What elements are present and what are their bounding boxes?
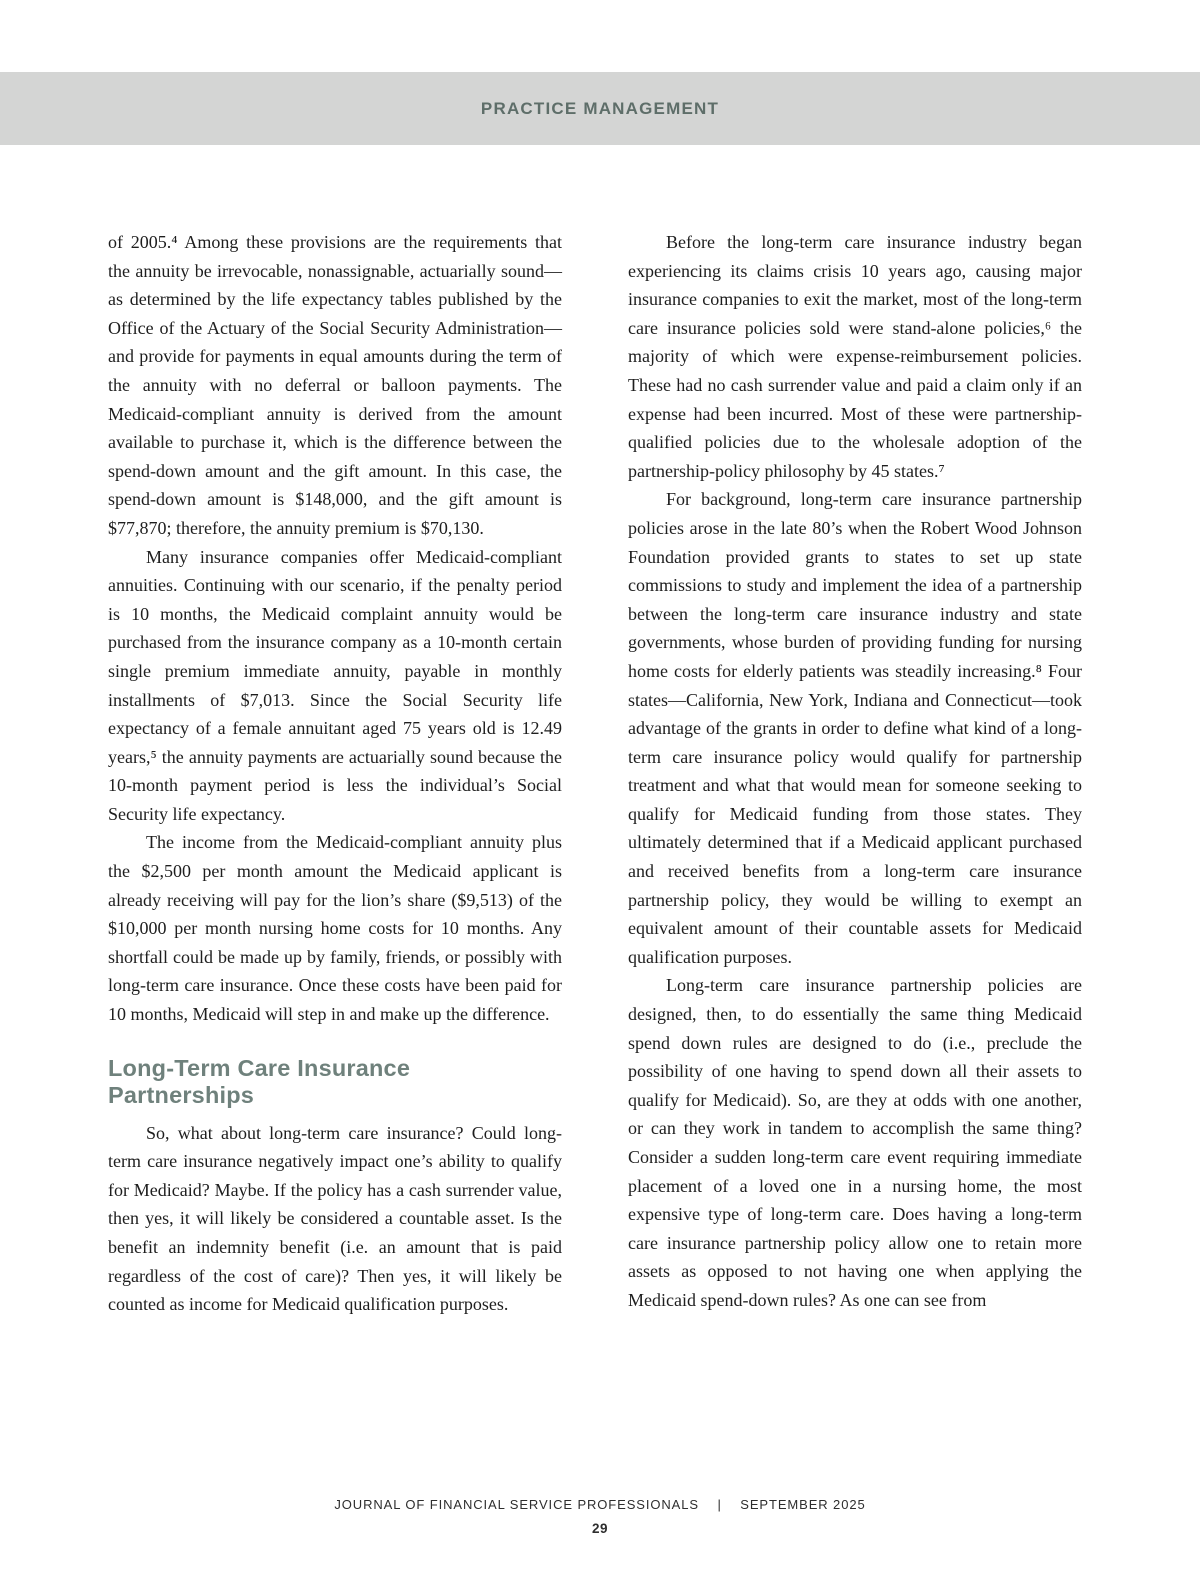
right-column <box>628 228 1082 1319</box>
journal-name: JOURNAL OF FINANCIAL SERVICE PROFESSIONALS <box>334 1497 699 1512</box>
body-paragraph: Long-term care insurance partnership policies are designed, then, to do essentially the same thing Medicaid spend down rules are designed to do (i.e., preclude the possibility of one having to spend down all their assets to qualify for Medicaid). So, are they at odds with one another, or can they work in tandem to accomplish the same thing? Consider a sudden long-term care event requiring immediate placement of a loved one in a nursing home, the most expensive type of long-term care. Does having a long-term care insurance partnership policy allow one to retain more assets as opposed to not having one when applying the Medicaid spend-down rules? As one can see from <box>628 975 1082 1310</box>
page-footer <box>0 1497 1200 1536</box>
footer-line <box>0 1497 1200 1512</box>
left-column <box>108 228 562 1319</box>
body-paragraph: So, what about long-term care insurance? Could long-term care insurance negatively impact one’s ability to qualify for Medicaid? Maybe. If the policy has a cash surrender value, then yes, it will likely be considered a countable asset. Is the benefit an indemnity benefit (i.e. an amount that is paid regardless of the cost of care)? Then yes, it will likely be counted as income for Medicaid qualification purposes. <box>108 1122 562 1315</box>
section-kicker: PRACTICE MANAGEMENT <box>480 98 720 118</box>
section-heading: Long-Term Care Insurance Partnerships <box>108 1054 411 1108</box>
body-paragraph: Before the long-term care insurance industry began experiencing its claims crisis 10 years ago, causing major insurance companies to exit the market, most of the long-term care insurance policies sold were stand-alone policies,⁶ the majority of which were expense-reimbursement policies. These had no cash surrender value and paid a claim only if an expense had been incurred. Most of these were partnership-qualified policies due to the wholesale adoption of the partnership-policy philosophy by 45 states.⁷ <box>628 232 1082 481</box>
article-body <box>108 228 1082 1319</box>
body-paragraph: For background, long-term care insurance partnership policies arose in the late 80’s when the Robert Wood Johnson Foundation provided grants to states to set up state commissions to study and implement the idea of a partnership between the long-term care insurance industry and state governments, whose burden of providing funding for nursing home costs for elderly patients was steadily increasing.⁸ Four states—California, New York, Indiana and Connecticut—took advantage of the grants in order to define what kind of a long-term care insurance policy would qualify for partnership treatment and what that would mean for someone seeking to qualify for Medicaid funding from those states. They ultimately determined that if a Medicaid applicant purchased and received benefits from a long-term care insurance partnership policy, they would be willing to exempt an equivalent amount of their countable assets for Medicaid qualification purposes. <box>628 489 1082 967</box>
footer-separator: | <box>717 1497 722 1512</box>
body-paragraph: of 2005.⁴ Among these provisions are the requirements that the annuity be irrevocable, nonassignable, actuarially sound—as determined by the life expectancy tables published by the Office of the Actuary of the Social Security Administration—and provide for payments in equal amounts during the term of the annuity with no deferral or balloon payments. The Medicaid-compliant annuity is derived from the amount available to purchase it, which is the difference between the spend-down amount and the gift amount. In this case, the spend-down amount is $148,000, and the gift amount is $77,870; therefore, the annuity premium is $70,130. <box>108 232 562 538</box>
page-number: 29 <box>591 1521 609 1536</box>
body-paragraph: The income from the Medicaid-compliant annuity plus the $2,500 per month amount the Medicaid applicant is already receiving will pay for the lion’s share ($9,513) of the $10,000 per month nursing home costs for 10 months. Any shortfall could be made up by family, friends, or possibly with long-term care insurance. Once these costs have been paid for 10 months, Medicaid will step in and make up the difference. <box>108 832 562 1025</box>
section-header-band <box>0 72 1200 145</box>
body-paragraph: Many insurance companies offer Medicaid-compliant annuities. Continuing with our scenario, if the penalty period is 10 months, the Medicaid complaint annuity would be purchased from the insurance company as a 10-month certain single premium immediate annuity, payable in monthly installments of $7,013. Since the Social Security life expectancy of a female annuitant aged 75 years old is 12.49 years,⁵ the annuity payments are actuarially sound because the 10-month payment period is less the individual’s Social Security life expectancy. <box>108 546 562 824</box>
issue-date: SEPTEMBER 2025 <box>740 1497 866 1512</box>
